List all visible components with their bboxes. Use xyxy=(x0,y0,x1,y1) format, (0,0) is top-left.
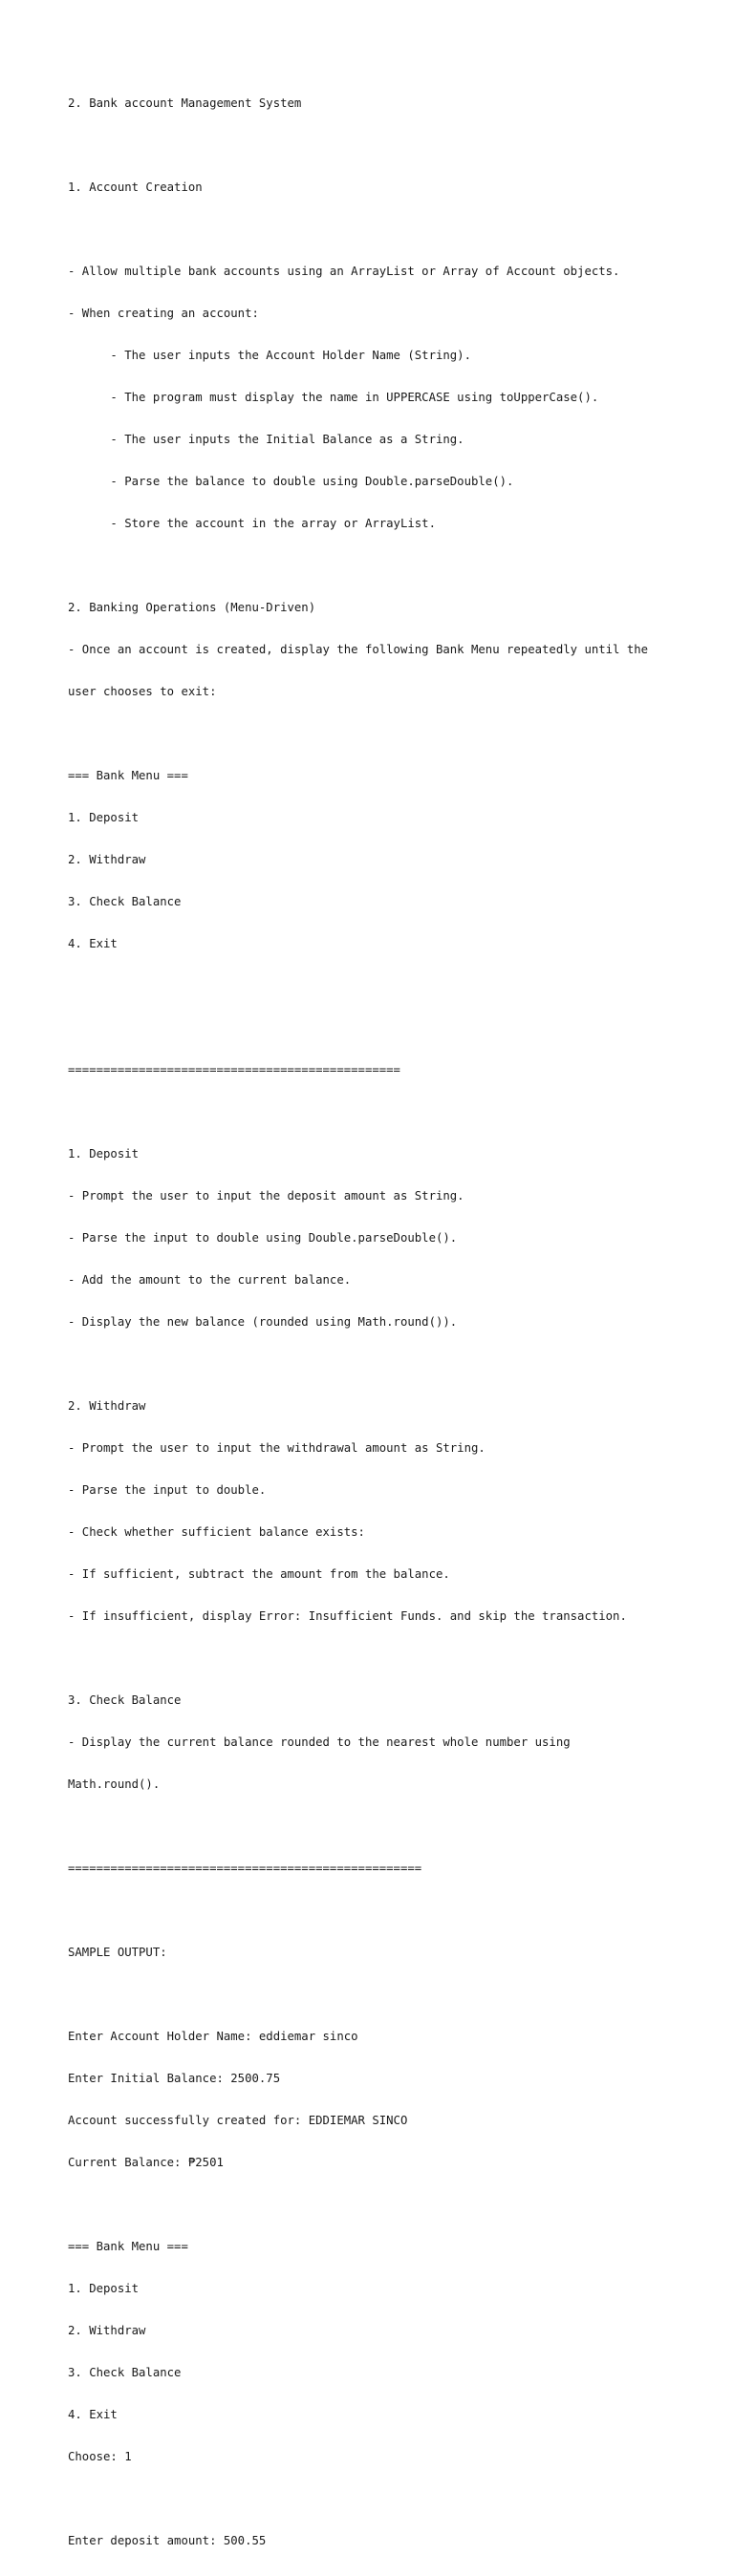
document-line: user chooses to exit: xyxy=(68,685,217,699)
document-line: - Display the new balance (rounded using Math.round()). xyxy=(68,1315,458,1330)
document-line: - Once an account is created, display the following Bank Menu repeatedly until the xyxy=(68,643,649,657)
document-line: 1. Account Creation xyxy=(68,181,203,195)
document-line: - Store the account in the array or ArrayList. xyxy=(68,517,436,531)
document-line: - Prompt the user to input the deposit amount as String. xyxy=(68,1189,464,1203)
document-line: - When creating an account: xyxy=(68,307,259,321)
document-line: - Allow multiple bank accounts using an ArrayList or Array of Account objects. xyxy=(68,265,620,279)
document-line: - The program must display the name in UPPERCASE using toUpperCase(). xyxy=(68,391,599,405)
document-line: - Parse the input to double. xyxy=(68,1483,267,1498)
document-line: Choose: 1 xyxy=(68,2450,132,2464)
document-line xyxy=(68,1988,718,2002)
document-line: 2. Withdraw xyxy=(68,853,146,867)
document-line: 1. Deposit xyxy=(68,2282,140,2296)
document-line: Account successfully created for: EDDIEMAR SINCO xyxy=(68,2114,408,2128)
document-line xyxy=(68,2492,718,2506)
document-line: - Prompt the user to input the withdrawal amount as String. xyxy=(68,1441,486,1456)
document-body xyxy=(68,69,718,2576)
document-line xyxy=(68,223,718,237)
document-line xyxy=(68,1651,718,1666)
document-line: 4. Exit xyxy=(68,937,118,951)
document-line xyxy=(68,2198,718,2212)
document-line: Enter Account Holder Name: eddiemar sinco xyxy=(68,2030,358,2044)
document-line: 1. Deposit xyxy=(68,1147,140,1161)
document-line: 2. Withdraw xyxy=(68,1399,146,1414)
document-line: 2. Withdraw xyxy=(68,2324,146,2338)
document-line: - If sufficient, subtract the amount from the balance. xyxy=(68,1567,450,1582)
document-line: 1. Deposit xyxy=(68,811,140,825)
document-line: - The user inputs the Initial Balance as a String. xyxy=(68,433,464,447)
document-line: - Display the current balance rounded to the nearest whole number using xyxy=(68,1735,571,1750)
document-line: === Bank Menu === xyxy=(68,769,188,783)
document-line: Enter deposit amount: 500.55 xyxy=(68,2534,267,2548)
document-line: - Add the amount to the current balance. xyxy=(68,1273,352,1288)
document-line: - If insufficient, display Error: Insufficient Funds. and skip the transaction. xyxy=(68,1609,627,1624)
document-line: SAMPLE OUTPUT: xyxy=(68,1946,167,1960)
document-line: === Bank Menu === xyxy=(68,2240,188,2254)
document-line: 2. Bank account Management System xyxy=(68,96,302,111)
document-line: - Check whether sufficient balance exists: xyxy=(68,1525,365,1540)
document-line: ================================================== xyxy=(68,1862,422,1876)
document-line: 3. Check Balance xyxy=(68,895,182,909)
document-line xyxy=(68,727,718,741)
document-line: 3. Check Balance xyxy=(68,1693,182,1708)
document-line: 2. Banking Operations (Menu-Driven) xyxy=(68,601,316,615)
document-line xyxy=(68,1820,718,1834)
document-line: =============================================== xyxy=(68,1063,400,1077)
document-line: 4. Exit xyxy=(68,2408,118,2422)
document-line xyxy=(68,1021,718,1035)
document-line: Enter Initial Balance: 2500.75 xyxy=(68,2072,281,2086)
document-line xyxy=(68,1904,718,1918)
document-line: - Parse the balance to double using Double.parseDouble(). xyxy=(68,475,514,489)
document-line xyxy=(68,559,718,573)
document-line: Current Balance: ₱2501 xyxy=(68,2156,224,2170)
document-line: Math.round(). xyxy=(68,1778,161,1792)
document-line xyxy=(68,1105,718,1119)
document-line: - The user inputs the Account Holder Name (String). xyxy=(68,349,471,363)
document-line xyxy=(68,1357,718,1372)
document-line: 3. Check Balance xyxy=(68,2366,182,2380)
document-line xyxy=(68,138,718,153)
document-line: - Parse the input to double using Double.parseDouble(). xyxy=(68,1231,458,1245)
document-line xyxy=(68,979,718,993)
